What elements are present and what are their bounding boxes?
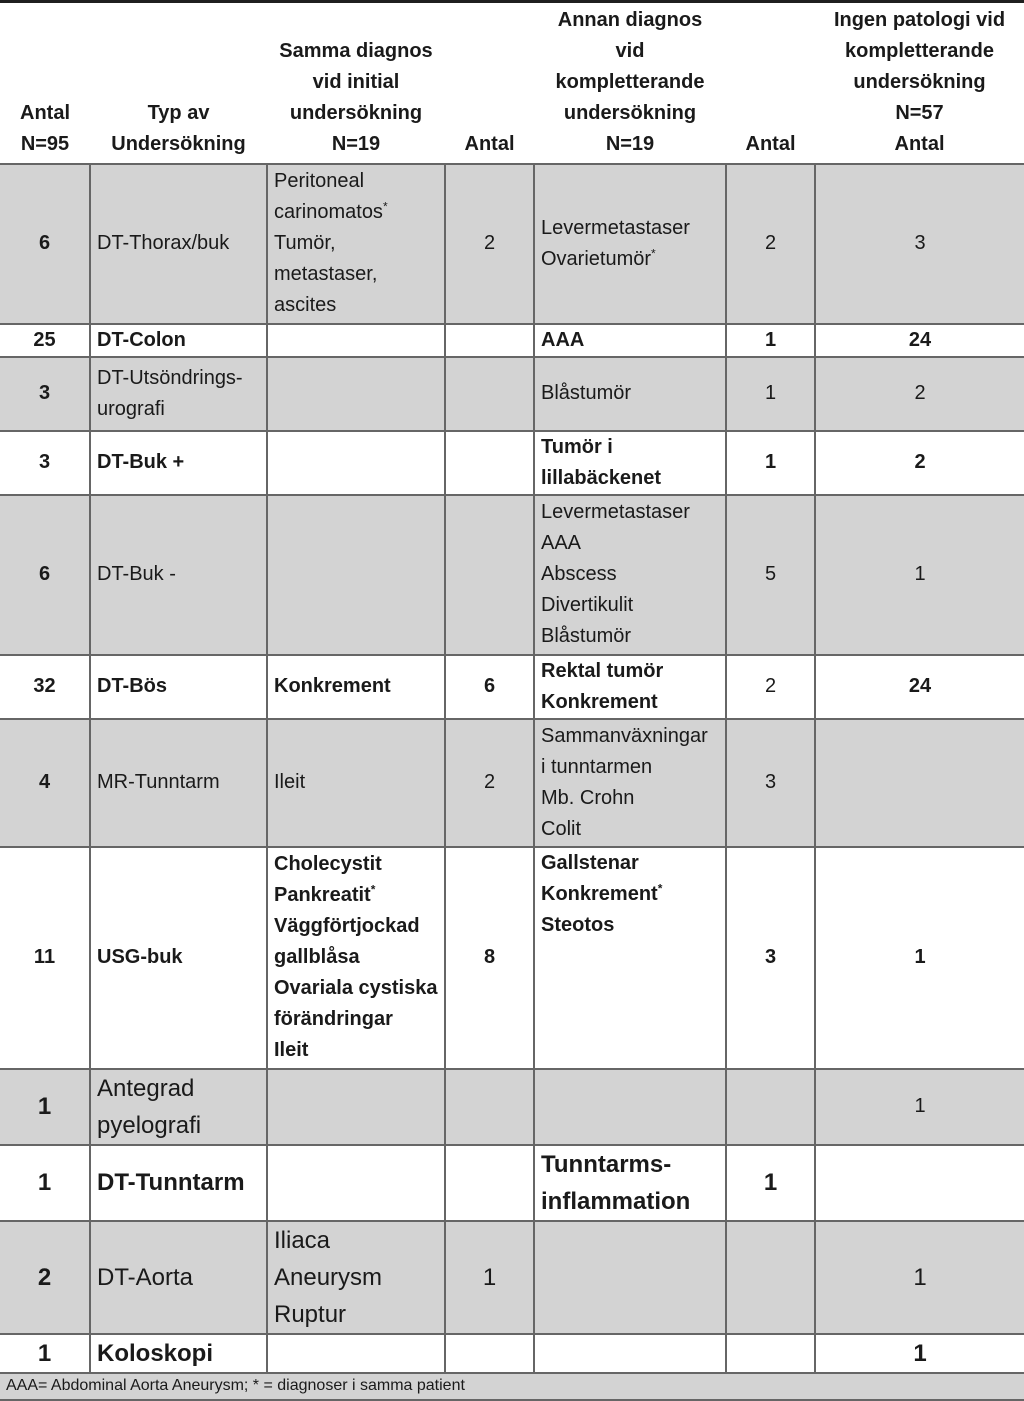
header-typ: Typ av Undersökning <box>111 101 246 155</box>
cell-ingen: 24 <box>815 655 1024 719</box>
cell-typ: Antegrad pyelografi <box>90 1069 267 1145</box>
table-row <box>0 324 1024 357</box>
table-row <box>0 655 1024 719</box>
cell-samma <box>267 357 445 431</box>
cell-annan: Sammanväxningar i tunntarmen Mb. Crohn Colit <box>534 719 726 847</box>
footnote: AAA= Abdominal Aorta Aneurysm; * = diagnoser i samma patient <box>0 1373 1024 1400</box>
cell-annan-antal: 2 <box>726 164 815 324</box>
cell-annan: Levermetastaser AAA Abscess Divertikulit Blåstumör <box>534 495 726 655</box>
cell-antal: 25 <box>0 324 90 357</box>
cell-samma <box>267 1069 445 1145</box>
cell-annan-antal: 5 <box>726 495 815 655</box>
cell-annan: Gallstenar Konkrement* Steotos <box>534 847 726 1069</box>
cell-antal: 6 <box>0 164 90 324</box>
cell-antal: 1 <box>0 1145 90 1221</box>
cell-antal: 3 <box>0 431 90 495</box>
cell-samma-antal <box>445 357 534 431</box>
cell-typ: DT-Bös <box>90 655 267 719</box>
cell-ingen: 1 <box>815 495 1024 655</box>
cell-ingen: 1 <box>815 1069 1024 1145</box>
cell-samma <box>267 1145 445 1221</box>
cell-annan: Rektal tumör Konkrement <box>534 655 726 719</box>
cell-annan: Blåstumör <box>534 357 726 431</box>
cell-samma-antal: 2 <box>445 164 534 324</box>
cell-typ: DT-Colon <box>90 324 267 357</box>
cell-typ: MR-Tunntarm <box>90 719 267 847</box>
cell-annan: Tunntarms- inflammation <box>534 1145 726 1221</box>
cell-samma-antal <box>445 324 534 357</box>
cell-samma-antal <box>445 1334 534 1373</box>
table-row <box>0 357 1024 431</box>
header-samma-antal: Antal <box>464 132 515 155</box>
footnote-row <box>0 1373 1024 1400</box>
cell-antal: 11 <box>0 847 90 1069</box>
cell-ingen <box>815 1145 1024 1221</box>
cell-annan <box>534 1069 726 1145</box>
cell-samma-antal: 8 <box>445 847 534 1069</box>
cell-samma-antal <box>445 1069 534 1145</box>
cell-samma <box>267 431 445 495</box>
cell-annan-antal: 3 <box>726 719 815 847</box>
cell-samma <box>267 1334 445 1373</box>
cell-samma-antal <box>445 495 534 655</box>
table-row <box>0 719 1024 847</box>
table-row <box>0 1221 1024 1334</box>
cell-antal: 32 <box>0 655 90 719</box>
cell-samma-antal <box>445 1145 534 1221</box>
table-row <box>0 1069 1024 1145</box>
cell-annan-antal <box>726 1334 815 1373</box>
cell-annan-antal: 1 <box>726 324 815 357</box>
table-row <box>0 1145 1024 1221</box>
cell-annan: AAA <box>534 324 726 357</box>
cell-samma-antal: 6 <box>445 655 534 719</box>
table-row <box>0 164 1024 324</box>
header-samma-diagnos: Samma diagnos vid initial undersökning N=19 <box>279 39 433 155</box>
cell-ingen: 24 <box>815 324 1024 357</box>
header-annan-antal: Antal <box>745 132 796 155</box>
cell-typ: DT-Tunntarm <box>90 1145 267 1221</box>
cell-annan: Levermetastaser Ovarietumör* <box>534 164 726 324</box>
cell-ingen: 1 <box>815 1221 1024 1334</box>
cell-samma: Iliaca Aneurysm Ruptur <box>267 1221 445 1334</box>
cell-typ: DT-Aorta <box>90 1221 267 1334</box>
cell-samma-antal <box>445 431 534 495</box>
cell-typ: Koloskopi <box>90 1334 267 1373</box>
cell-ingen: 1 <box>815 1334 1024 1373</box>
cell-samma: Konkrement <box>267 655 445 719</box>
cell-typ: DT-Buk + <box>90 431 267 495</box>
cell-antal: 3 <box>0 357 90 431</box>
header-ingen-patologi: Ingen patologi vid kompletterande undersökning N=57 Antal <box>833 8 1006 155</box>
cell-samma: Ileit <box>267 719 445 847</box>
cell-samma <box>267 324 445 357</box>
cell-annan-antal: 1 <box>726 1145 815 1221</box>
cell-ingen: 3 <box>815 164 1024 324</box>
table-row <box>0 431 1024 495</box>
cell-annan <box>534 1334 726 1373</box>
cell-ingen: 2 <box>815 357 1024 431</box>
cell-typ: DT-Utsöndrings- urografi <box>90 357 267 431</box>
cell-antal: 1 <box>0 1334 90 1373</box>
cell-annan-antal <box>726 1069 815 1145</box>
cell-antal: 1 <box>0 1069 90 1145</box>
cell-samma-antal: 1 <box>445 1221 534 1334</box>
table-row <box>0 847 1024 1069</box>
cell-ingen: 1 <box>815 847 1024 1069</box>
cell-samma: Cholecystit Pankreatit* Väggförtjockad gallblåsa Ovariala cystiska förändringar Ileit <box>267 847 445 1069</box>
cell-annan-antal: 1 <box>726 431 815 495</box>
cell-samma <box>267 495 445 655</box>
cell-annan-antal: 2 <box>726 655 815 719</box>
table-row <box>0 495 1024 655</box>
cell-antal: 2 <box>0 1221 90 1334</box>
table-row <box>0 1334 1024 1373</box>
cell-antal: 4 <box>0 719 90 847</box>
cell-samma: Peritoneal carinomatos* Tumör, metastaser, ascites <box>267 164 445 324</box>
cell-antal: 6 <box>0 495 90 655</box>
header-annan-diagnos: Annan diagnos vid kompletterande undersökning N=19 <box>555 8 705 155</box>
cell-ingen <box>815 719 1024 847</box>
header-row <box>0 2 1024 164</box>
cell-typ: DT-Thorax/buk <box>90 164 267 324</box>
cell-typ: USG-buk <box>90 847 267 1069</box>
cell-annan-antal <box>726 1221 815 1334</box>
cell-annan-antal: 3 <box>726 847 815 1069</box>
cell-annan: Tumör i lillabäckenet <box>534 431 726 495</box>
cell-ingen: 2 <box>815 431 1024 495</box>
cell-annan <box>534 1221 726 1334</box>
header-antal: Antal N=95 <box>20 101 70 155</box>
cell-typ: DT-Buk - <box>90 495 267 655</box>
cell-annan-antal: 1 <box>726 357 815 431</box>
cell-samma-antal: 2 <box>445 719 534 847</box>
